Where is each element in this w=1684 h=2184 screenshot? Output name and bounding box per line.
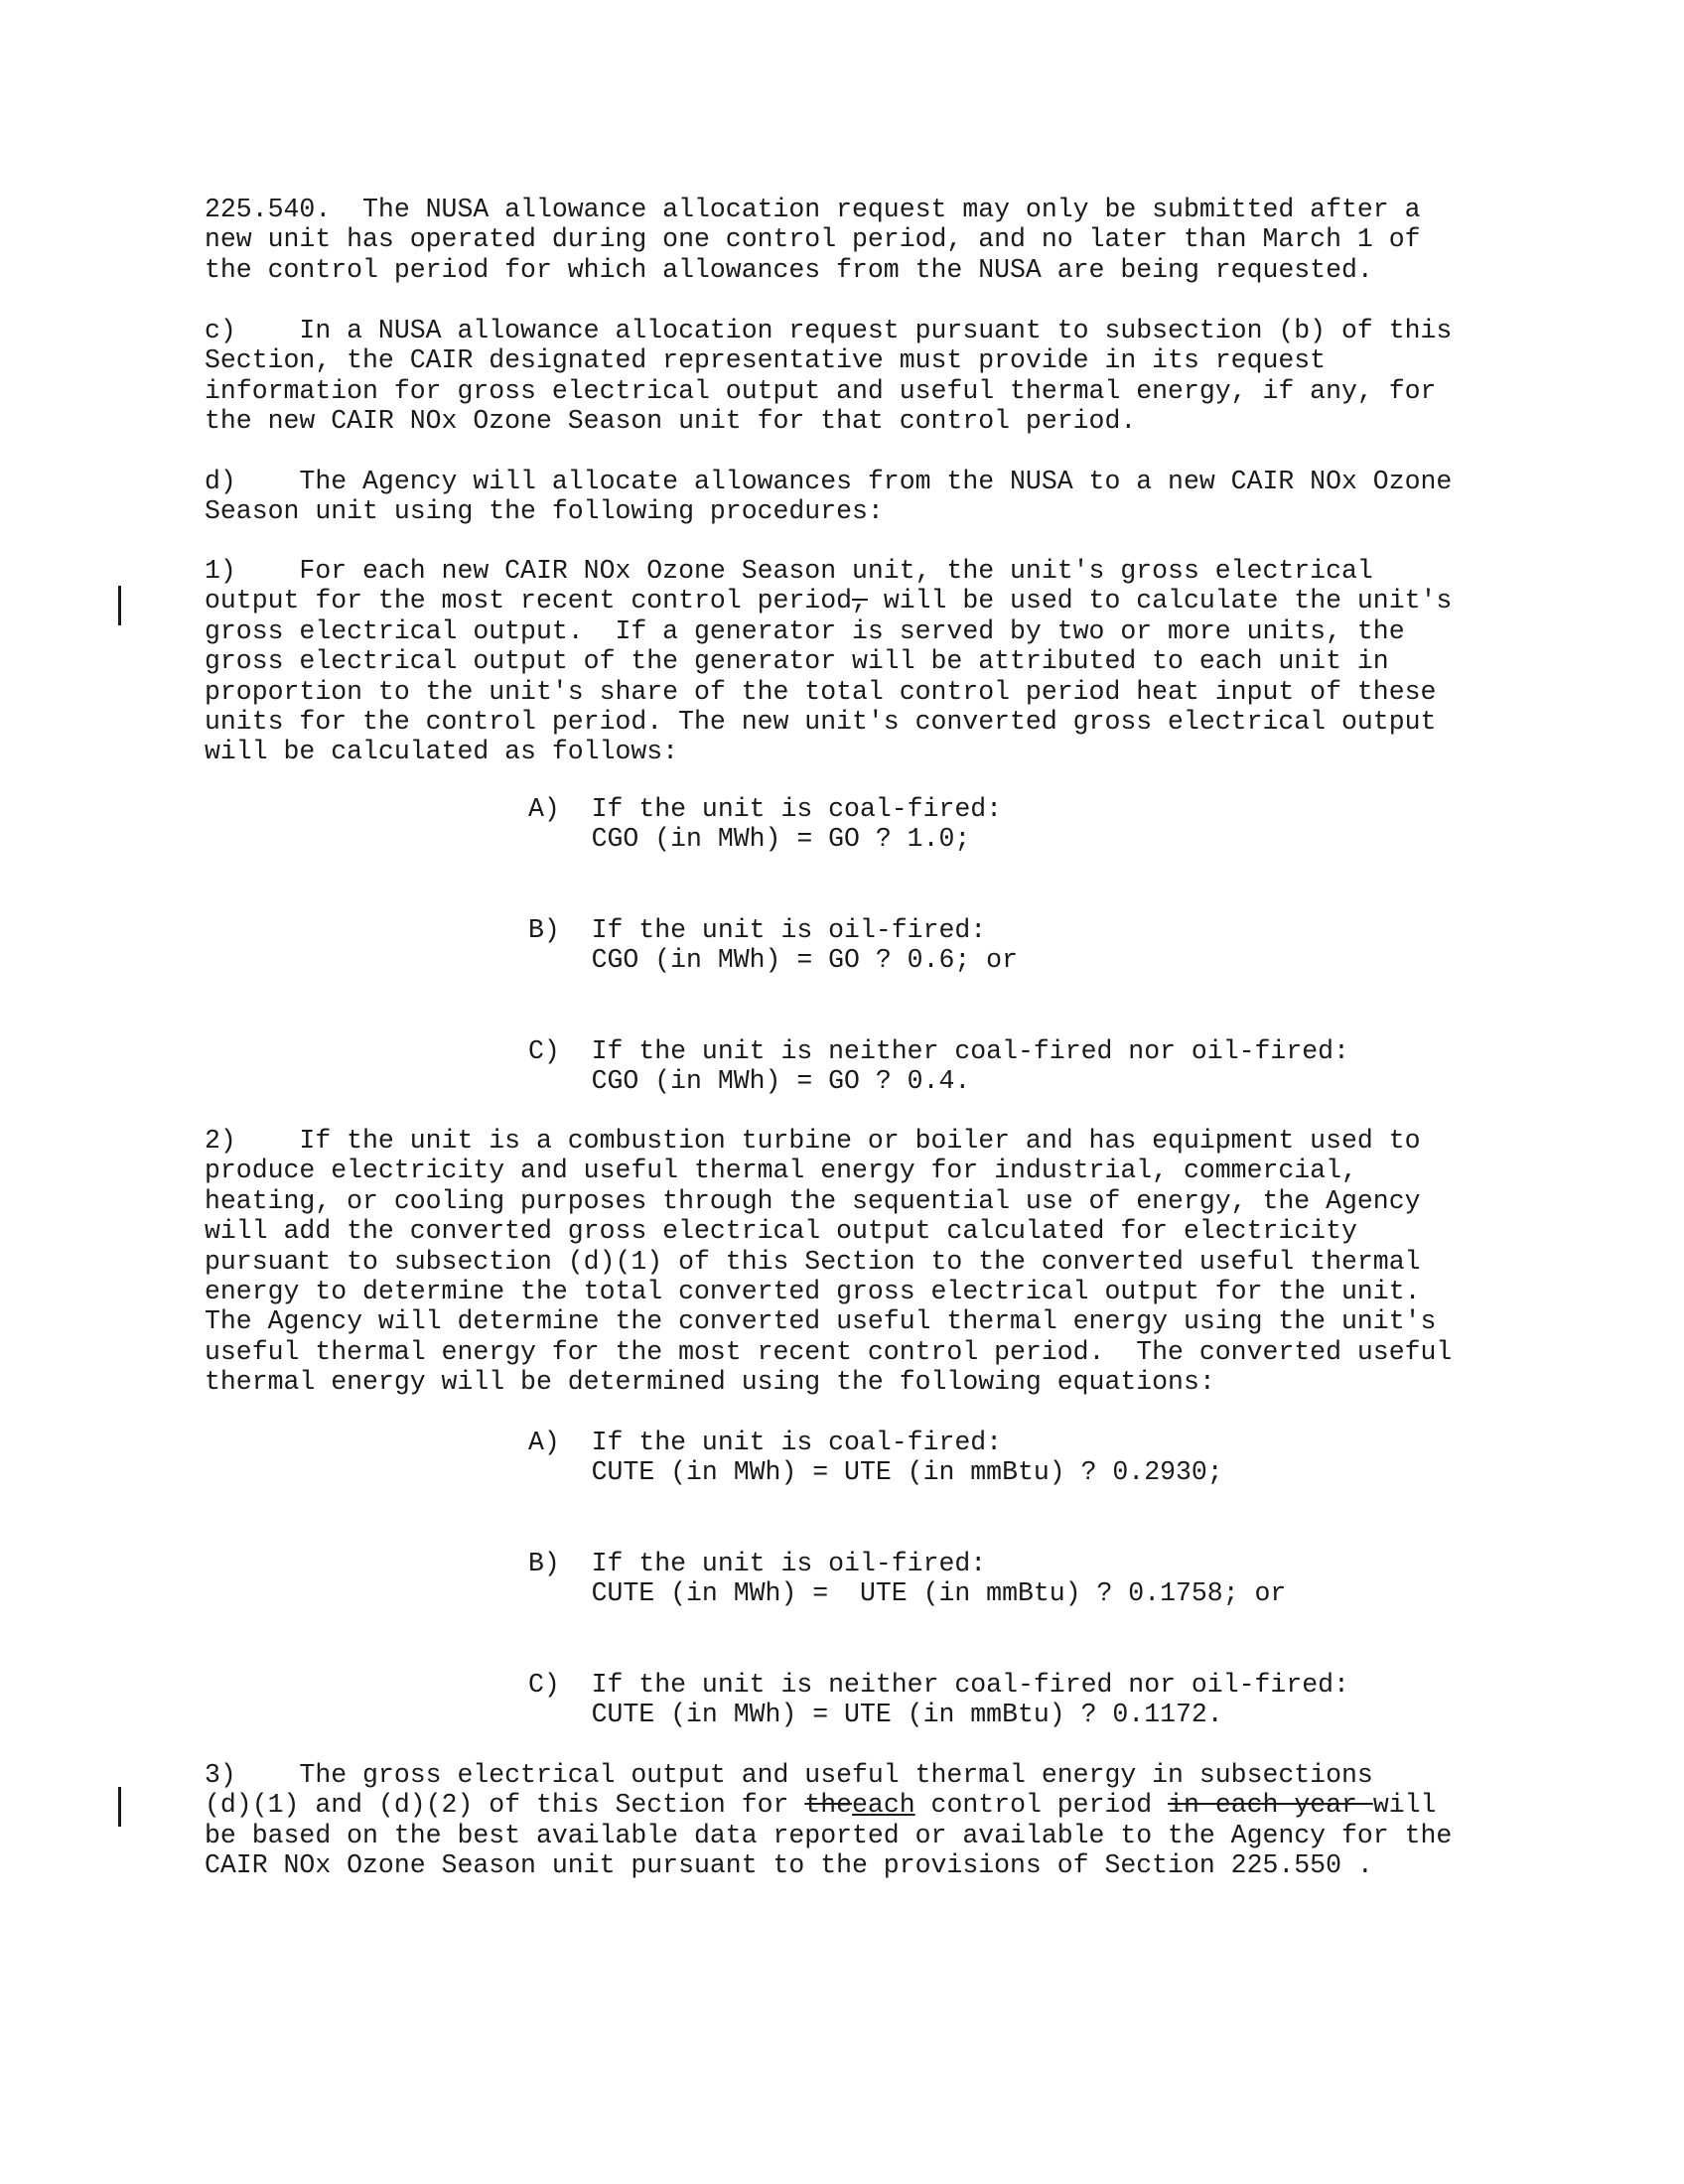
inserted-text: each: [852, 1790, 915, 1821]
text-line: will: [1372, 1790, 1437, 1821]
formula-heading: C) If the unit is neither coal-fired nor oil-fired:: [528, 1036, 1349, 1066]
text-line: information for gross electrical output and useful thermal energy, if any, for: [205, 375, 1437, 406]
paragraph-c: [205, 316, 1535, 437]
formula-heading: C) If the unit is neither coal-fired nor oil-fired:: [528, 1670, 1349, 1700]
text-line: energy to determine the total converted gross electrical output for the unit.: [205, 1277, 1421, 1307]
text-line: will be calculated as follows:: [205, 737, 679, 767]
formula-cgo-oil: [528, 915, 1018, 976]
text-line: (d)(1) and (d)(2) of this Section for: [205, 1790, 805, 1821]
revision-bar: [118, 586, 121, 625]
text-line: control period: [914, 1790, 1169, 1821]
text-line: Season unit using the following procedures:: [205, 496, 884, 527]
text-line: gross electrical output. If a generator is served by two or more units, the: [205, 615, 1405, 646]
text-line: 3) The gross electrical output and useful thermal energy in subsections: [205, 1760, 1373, 1790]
text-line: 1) For each new CAIR NOx Ozone Season unit, the unit's gross electrical: [205, 556, 1373, 586]
text-line: Section, the CAIR designated representative must provide in its request: [205, 345, 1327, 376]
text-line: thermal energy will be determined using the following equations:: [205, 1367, 1215, 1398]
paragraph-d: [205, 467, 1535, 527]
text-line: be based on the best available data reported or available to the Agency for the: [205, 1820, 1453, 1850]
text-line: the new CAIR NOx Ozone Season unit for that control period.: [205, 406, 1137, 437]
formula-cute-other: [528, 1670, 1349, 1730]
text-line: heating, or cooling purposes through the sequential use of energy, the Agency: [205, 1185, 1421, 1216]
text-line: pursuant to subsection (d)(1) of this Section to the converted useful thermal: [205, 1246, 1421, 1277]
text-line: will be used to calculate the unit's: [867, 586, 1453, 616]
struck-text: the: [804, 1790, 853, 1821]
text-line: output for the most recent control period: [205, 586, 853, 616]
struck-text: in each year: [1168, 1790, 1373, 1821]
formula-cgo-other: [528, 1036, 1349, 1097]
formula-heading: A) If the unit is coal-fired:: [528, 794, 1003, 824]
text-line: the control period for which allowances from the NUSA are being requested.: [205, 254, 1373, 285]
text-line: produce electricity and useful thermal energy for industrial, commercial,: [205, 1156, 1357, 1186]
text-line: d) The Agency will allocate allowances from the NUSA to a new CAIR NOx Ozone: [205, 467, 1453, 496]
text-line: units for the control period. The new unit's converted gross electrical output: [205, 707, 1437, 738]
text-line: gross electrical output of the generator will be attributed to each unit in: [205, 646, 1389, 677]
formula-heading: B) If the unit is oil-fired:: [528, 1549, 987, 1578]
paragraph-d1: [205, 556, 1535, 767]
paragraph-d3: [205, 1760, 1535, 1881]
text-line: 225.540. The NUSA allowance allocation request may only be submitted after a: [205, 195, 1421, 224]
revision-bar: [118, 1787, 121, 1827]
text-line: 2) If the unit is a combustion turbine or boiler and has equipment used to: [205, 1126, 1421, 1156]
text-line: The Agency will determine the converted useful thermal energy using the unit's: [205, 1306, 1437, 1337]
formula-cgo-coal: [528, 794, 1002, 855]
formula-cute-oil: [528, 1549, 1286, 1609]
formula-equation: CGO (in MWh) = GO ? 0.4.: [528, 1066, 971, 1097]
text-line: c) In a NUSA allowance allocation request pursuant to subsection (b) of this: [205, 316, 1453, 345]
formula-cute-coal: [528, 1428, 1223, 1488]
text-line: new unit has operated during one control period, and no later than March 1 of: [205, 224, 1421, 255]
text-line: proportion to the unit's share of the total control period heat input of these: [205, 676, 1437, 707]
paragraph-d2: [205, 1126, 1535, 1398]
text-line: CAIR NOx Ozone Season unit pursuant to the provisions of Section 225.550 .: [205, 1850, 1373, 1881]
formula-equation: CUTE (in MWh) = UTE (in mmBtu) ? 0.1758; or: [528, 1578, 1287, 1609]
formula-equation: CGO (in MWh) = GO ? 1.0;: [528, 824, 971, 855]
text-line: useful thermal energy for the most recent control period. The converted useful: [205, 1336, 1453, 1367]
formula-heading: B) If the unit is oil-fired:: [528, 915, 987, 945]
paragraph-intro: [205, 195, 1535, 285]
formula-heading: A) If the unit is coal-fired:: [528, 1428, 1003, 1457]
struck-text: ,: [852, 586, 868, 616]
formula-equation: CGO (in MWh) = GO ? 0.6; or: [528, 945, 1018, 976]
text-line: will add the converted gross electrical output calculated for electricity: [205, 1216, 1357, 1247]
formula-equation: CUTE (in MWh) = UTE (in mmBtu) ? 0.2930;: [528, 1457, 1223, 1488]
formula-equation: CUTE (in MWh) = UTE (in mmBtu) ? 0.1172.: [528, 1700, 1223, 1730]
